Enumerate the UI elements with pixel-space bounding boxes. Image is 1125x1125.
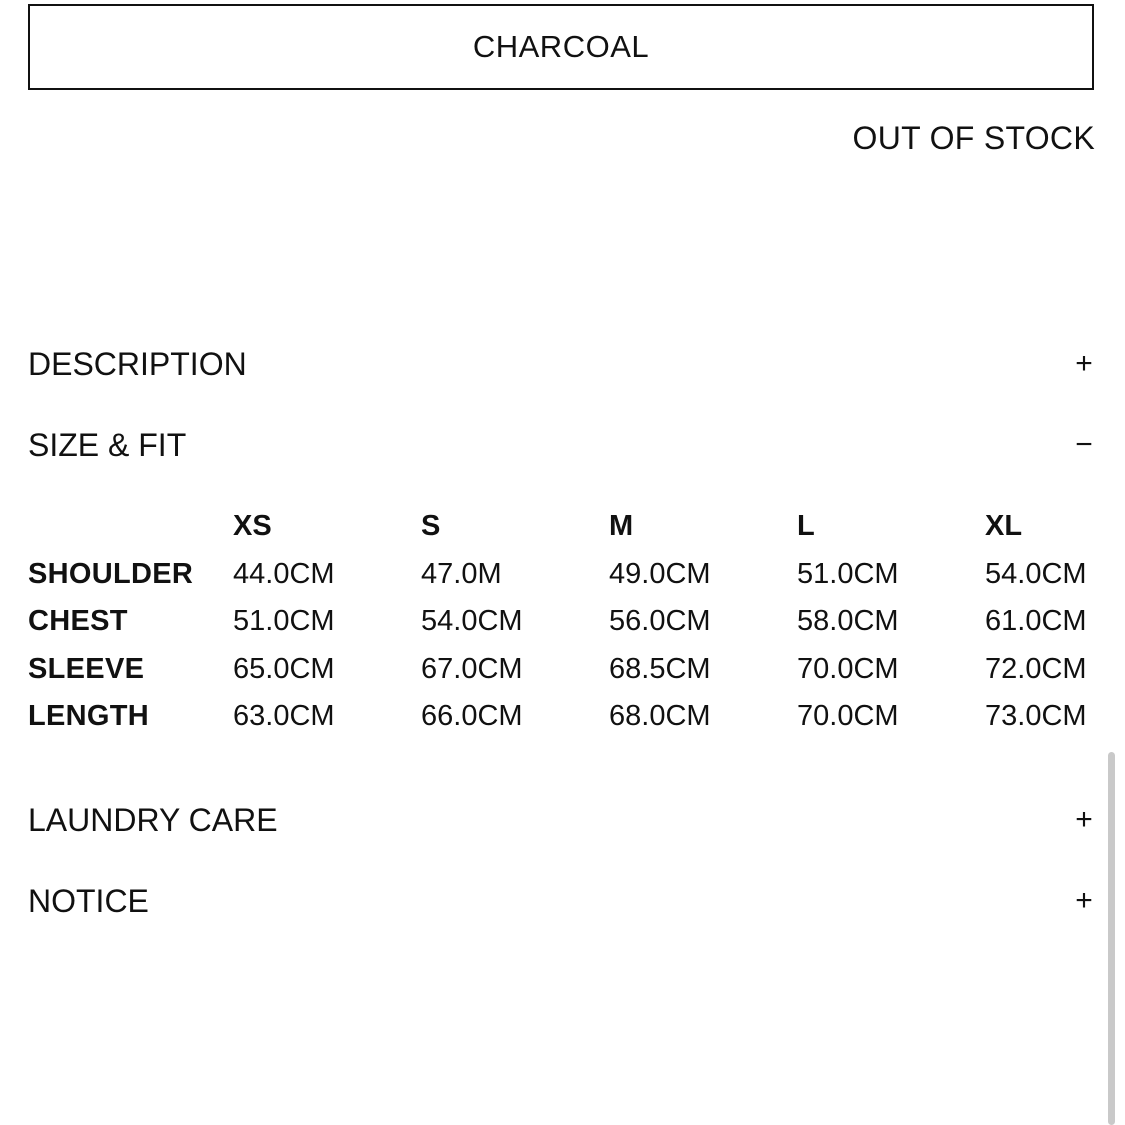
accordion-size-fit-label: SIZE & FIT <box>28 426 187 463</box>
accordion-description[interactable] <box>28 342 1096 386</box>
scrollbar[interactable] <box>1108 752 1115 1125</box>
accordion-laundry-care-label: LAUNDRY CARE <box>28 801 278 838</box>
measurement-value: 70.0CM <box>797 700 899 732</box>
expand-icon[interactable]: + <box>1075 347 1093 380</box>
size-header: M <box>609 510 634 542</box>
accordion-notice[interactable] <box>28 879 1096 923</box>
measurement-value: 54.0CM <box>985 557 1087 590</box>
table-row <box>28 646 1100 694</box>
measurement-value: 68.5CM <box>609 652 711 685</box>
table-row <box>28 598 1100 646</box>
measurement-label: SHOULDER <box>28 557 194 590</box>
measurement-value: 58.0CM <box>797 605 899 637</box>
measurement-value: 56.0CM <box>609 605 711 637</box>
measurement-value: 49.0CM <box>609 557 711 590</box>
size-header: XS <box>233 510 272 542</box>
measurement-value: 47.0M <box>421 557 502 590</box>
measurement-value: 54.0CM <box>421 605 523 637</box>
measurement-value: 66.0CM <box>421 700 523 732</box>
measurement-value: 73.0CM <box>985 700 1087 732</box>
color-selector[interactable] <box>28 4 1094 90</box>
measurement-value: 51.0CM <box>233 605 335 637</box>
accordion-notice-label: NOTICE <box>28 882 149 919</box>
size-header: S <box>421 510 441 542</box>
expand-icon[interactable]: + <box>1075 884 1093 917</box>
measurement-value: 67.0CM <box>421 652 523 685</box>
collapse-icon[interactable]: − <box>1075 428 1093 461</box>
measurement-value: 61.0CM <box>985 605 1087 637</box>
stock-status: OUT OF STOCK <box>852 120 1095 156</box>
size-header-row <box>28 503 1100 551</box>
measurement-label: CHEST <box>28 605 128 637</box>
accordion-laundry-care[interactable] <box>28 798 1096 842</box>
measurement-value: 70.0CM <box>797 652 899 685</box>
size-header: XL <box>985 510 1023 542</box>
size-header: L <box>797 510 815 542</box>
measurement-value: 44.0CM <box>233 557 335 590</box>
accordion-size-fit[interactable] <box>28 423 1096 467</box>
measurement-label: LENGTH <box>28 700 150 732</box>
expand-icon[interactable]: + <box>1075 803 1093 836</box>
size-chart-table <box>28 503 1100 741</box>
color-selector-value: CHARCOAL <box>472 29 650 64</box>
measurement-label: SLEEVE <box>28 652 145 685</box>
measurement-value: 63.0CM <box>233 700 335 732</box>
measurement-value: 72.0CM <box>985 652 1087 685</box>
table-row <box>28 693 1100 741</box>
measurement-value: 65.0CM <box>233 652 335 685</box>
measurement-value: 68.0CM <box>609 700 711 732</box>
table-row <box>28 551 1100 599</box>
accordion-description-label: DESCRIPTION <box>28 345 247 382</box>
measurement-value: 51.0CM <box>797 557 899 590</box>
